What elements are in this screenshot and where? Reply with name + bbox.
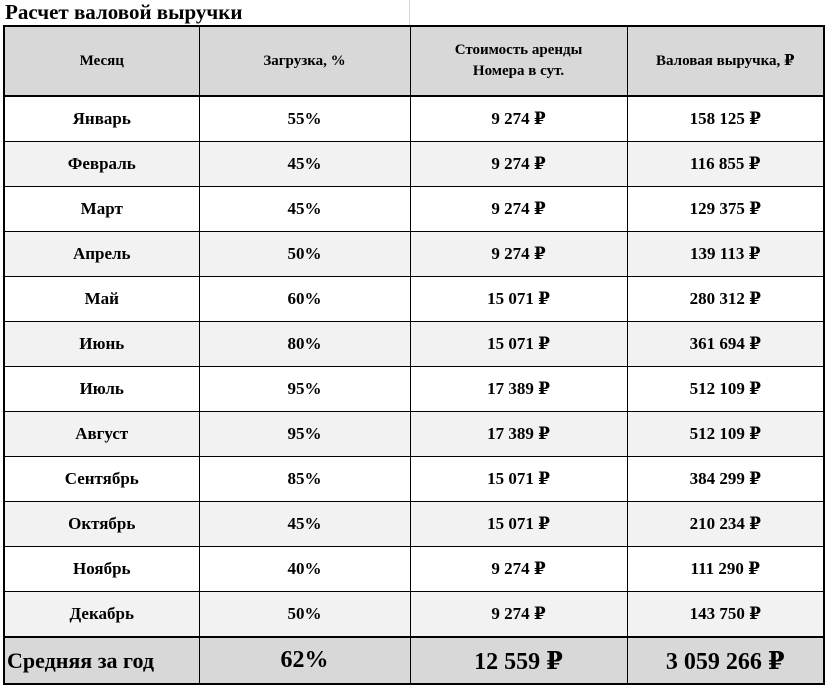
annual-total-revenue: 3 059 266 ₽ [627, 637, 824, 684]
room-rate-cell: 17 389 ₽ [410, 367, 627, 412]
gross-revenue-cell: 116 855 ₽ [627, 142, 824, 187]
column-header-line: Валовая выручка, ₽ [656, 52, 795, 69]
gross-revenue-cell: 143 750 ₽ [627, 592, 824, 638]
page-title: Расчет валовой выручки [5, 0, 243, 24]
table-row [4, 232, 824, 277]
table-row [4, 187, 824, 232]
column-header-line: Стоимость аренды [454, 42, 583, 58]
table-row [4, 96, 824, 142]
month-cell: Июль [4, 367, 199, 412]
column-header-line: Номера в сут. [472, 63, 565, 79]
table-body [4, 96, 824, 637]
header-row [4, 26, 824, 96]
gross-revenue-cell: 111 290 ₽ [627, 547, 824, 592]
occupancy-cell: 85% [199, 457, 410, 502]
annual-average-occupancy: 62% [199, 637, 410, 684]
month-cell: Май [4, 277, 199, 322]
occupancy-cell: 60% [199, 277, 410, 322]
gross-revenue-cell: 512 109 ₽ [627, 412, 824, 457]
gross-revenue-cell: 512 109 ₽ [627, 367, 824, 412]
table-row [4, 547, 824, 592]
table-row [4, 412, 824, 457]
column-header-gross-revenue [627, 26, 824, 96]
room-rate-cell: 9 274 ₽ [410, 592, 627, 638]
table-row [4, 502, 824, 547]
occupancy-cell: 50% [199, 232, 410, 277]
month-cell: Февраль [4, 142, 199, 187]
table-row [4, 277, 824, 322]
month-cell: Ноябрь [4, 547, 199, 592]
room-rate-cell: 15 071 ₽ [410, 457, 627, 502]
annual-average-row [4, 637, 824, 684]
month-cell: Март [4, 187, 199, 232]
room-rate-cell: 9 274 ₽ [410, 232, 627, 277]
room-rate-cell: 15 071 ₽ [410, 277, 627, 322]
occupancy-cell: 45% [199, 502, 410, 547]
sheet-gridline [409, 0, 410, 25]
annual-average-label: Средняя за год [4, 637, 199, 684]
occupancy-cell: 55% [199, 96, 410, 142]
revenue-table [3, 25, 825, 685]
room-rate-cell: 17 389 ₽ [410, 412, 627, 457]
room-rate-cell: 15 071 ₽ [410, 322, 627, 367]
gross-revenue-cell: 280 312 ₽ [627, 277, 824, 322]
room-rate-cell: 9 274 ₽ [410, 187, 627, 232]
room-rate-cell: 9 274 ₽ [410, 142, 627, 187]
room-rate-cell: 9 274 ₽ [410, 547, 627, 592]
month-cell: Сентябрь [4, 457, 199, 502]
annual-average-room-rate: 12 559 ₽ [410, 637, 627, 684]
gross-revenue-cell: 384 299 ₽ [627, 457, 824, 502]
month-cell: Апрель [4, 232, 199, 277]
table-row [4, 457, 824, 502]
occupancy-cell: 80% [199, 322, 410, 367]
column-header-line: Месяц [79, 52, 124, 69]
room-rate-cell: 15 071 ₽ [410, 502, 627, 547]
month-cell: Январь [4, 96, 199, 142]
column-header-month [4, 26, 199, 96]
occupancy-cell: 50% [199, 592, 410, 638]
month-cell: Декабрь [4, 592, 199, 638]
gross-revenue-cell: 129 375 ₽ [627, 187, 824, 232]
month-cell: Июнь [4, 322, 199, 367]
month-cell: Август [4, 412, 199, 457]
gross-revenue-cell: 210 234 ₽ [627, 502, 824, 547]
column-header-line: Загрузка, % [263, 52, 346, 69]
occupancy-cell: 95% [199, 367, 410, 412]
table-row [4, 592, 824, 638]
occupancy-cell: 95% [199, 412, 410, 457]
table-row [4, 142, 824, 187]
table-row [4, 367, 824, 412]
column-header-room-rate [410, 26, 627, 96]
room-rate-cell: 9 274 ₽ [410, 96, 627, 142]
occupancy-cell: 45% [199, 187, 410, 232]
gross-revenue-cell: 139 113 ₽ [627, 232, 824, 277]
table-row [4, 322, 824, 367]
occupancy-cell: 40% [199, 547, 410, 592]
month-cell: Октябрь [4, 502, 199, 547]
gross-revenue-cell: 158 125 ₽ [627, 96, 824, 142]
gross-revenue-cell: 361 694 ₽ [627, 322, 824, 367]
column-header-occupancy [199, 26, 410, 96]
occupancy-cell: 45% [199, 142, 410, 187]
